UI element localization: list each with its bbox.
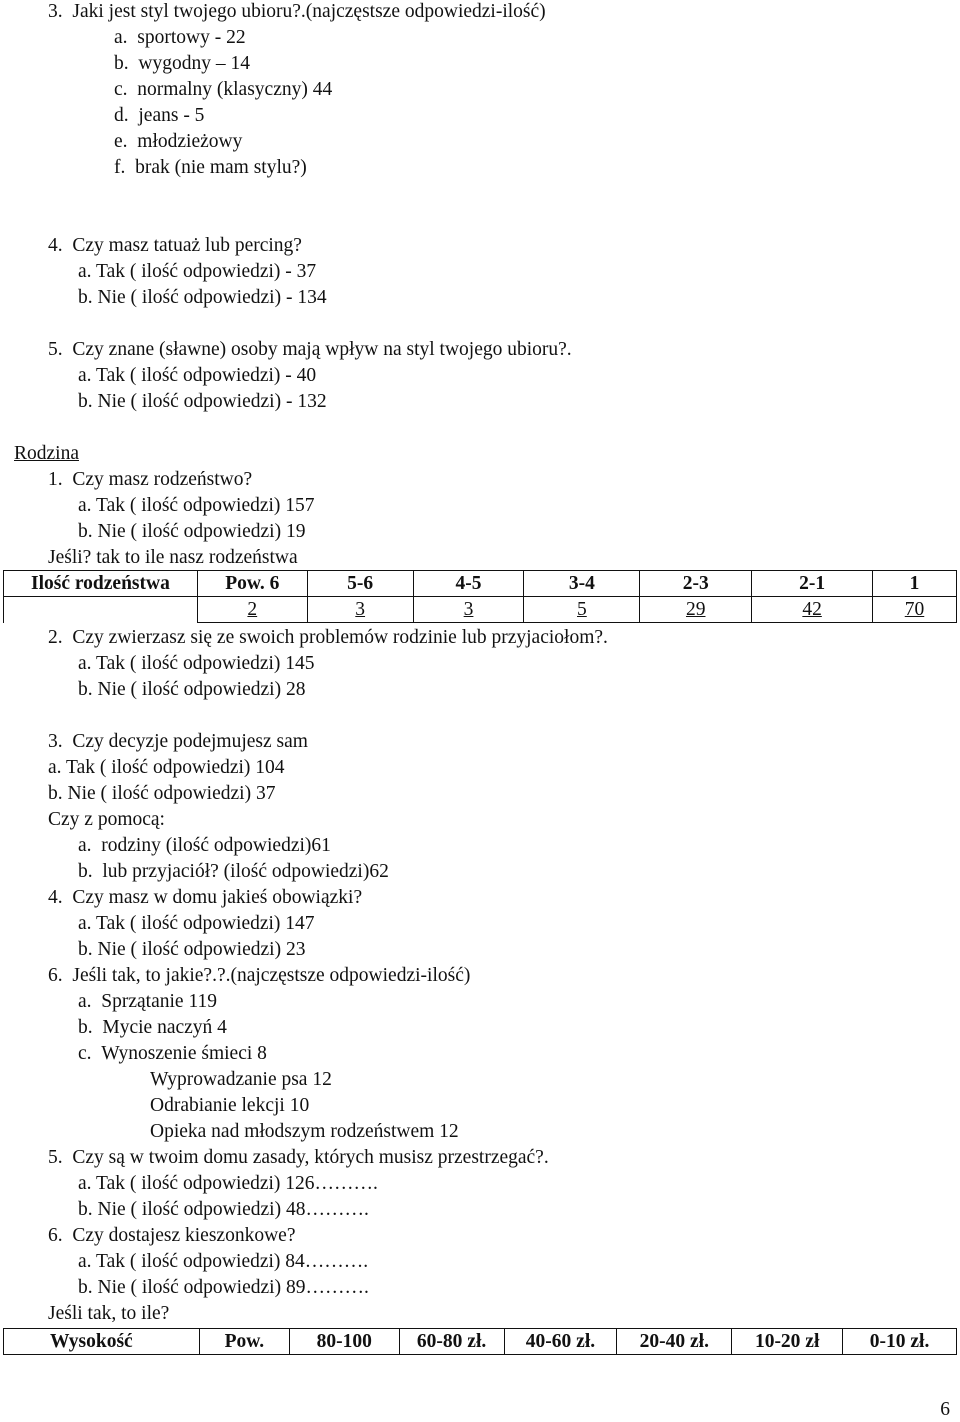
pocket-money-header-20-40: 20-40 zł. — [617, 1329, 732, 1355]
question-siblings-title: 1. Czy masz rodzeństwo? — [48, 469, 253, 490]
siblings-header-4-5: 4-5 — [413, 571, 524, 597]
confide-answer-yes: a. Tak ( ilość odpowiedzi) 145 — [78, 653, 315, 674]
siblings-header-5-6: 5-6 — [307, 571, 413, 597]
pocket-money-header-40-60: 40-60 zł. — [504, 1329, 617, 1355]
siblings-value-5-6: 3 — [307, 597, 413, 623]
chores-detail-extra-homework: Odrabianie lekcji 10 — [150, 1095, 310, 1116]
pocket-money-answer-no: b. Nie ( ilość odpowiedzi) 89………. — [78, 1277, 369, 1298]
decisions-help-label: Czy z pomocą: — [48, 809, 165, 830]
siblings-header-label: Ilość rodzeństwa — [4, 571, 198, 597]
celebrity-answer-yes: a. Tak ( ilość odpowiedzi) - 40 — [78, 365, 317, 386]
question-confide-title: 2. Czy zwierzasz się ze swoich problemów rodzinie lub przyjaciołom?. — [48, 627, 608, 648]
chores-detail-option-c: c. Wynoszenie śmieci 8 — [78, 1043, 267, 1064]
style-option-f: f. brak (nie mam stylu?) — [114, 157, 307, 178]
tattoo-answer-yes: a. Tak ( ilość odpowiedzi) - 37 — [78, 261, 317, 282]
question-rules-title: 5. Czy są w twoim domu zasady, których musisz przestrzegać?. — [48, 1147, 549, 1168]
pocket-money-header-over: Pow. — [199, 1329, 289, 1355]
decisions-answer-no: b. Nie ( ilość odpowiedzi) 37 — [48, 783, 276, 804]
chores-answer-no: b. Nie ( ilość odpowiedzi) 23 — [78, 939, 306, 960]
decisions-help-family: a. rodziny (ilość odpowiedzi)61 — [78, 835, 331, 856]
question-pocket-money-title: 6. Czy dostajesz kieszonkowe? — [48, 1225, 296, 1246]
siblings-header-3-4: 3-4 — [524, 571, 640, 597]
siblings-header-over6: Pow. 6 — [197, 571, 307, 597]
style-option-b: b. wygodny – 14 — [114, 53, 250, 74]
pocket-money-header-10-20: 10-20 zł — [732, 1329, 843, 1355]
siblings-value-4-5: 3 — [413, 597, 524, 623]
question-decisions-title: 3. Czy decyzje podejmujesz sam — [48, 731, 308, 752]
question-celebrity-title: 5. Czy znane (sławne) osoby mają wpływ na styl twojego ubioru?. — [48, 339, 572, 360]
section-heading-family: Rodzina — [14, 443, 79, 464]
question-tattoo-title: 4. Czy masz tatuaż lub percing? — [48, 235, 302, 256]
pocket-money-header-60-80: 60-80 zł. — [399, 1329, 504, 1355]
siblings-count-table — [3, 570, 957, 623]
siblings-answer-yes: a. Tak ( ilość odpowiedzi) 157 — [78, 495, 315, 516]
siblings-value-over6: 2 — [197, 597, 307, 623]
siblings-value-2-1: 42 — [752, 597, 873, 623]
question-chores-detail-title: 6. Jeśli tak, to jakie?.?.(najczęstsze odpowiedzi-ilość) — [48, 965, 471, 986]
pocket-money-answer-yes: a. Tak ( ilość odpowiedzi) 84………. — [78, 1251, 369, 1272]
style-option-c: c. normalny (klasyczny) 44 — [114, 79, 333, 100]
style-option-d: d. jeans - 5 — [114, 105, 205, 126]
pocket-money-table — [3, 1328, 957, 1355]
chores-detail-extra-dog: Wyprowadzanie psa 12 — [150, 1069, 332, 1090]
question-chores-title: 4. Czy masz w domu jakieś obowiązki? — [48, 887, 363, 908]
siblings-header-2-3: 2-3 — [640, 571, 752, 597]
celebrity-answer-no: b. Nie ( ilość odpowiedzi) - 132 — [78, 391, 327, 412]
siblings-header-1: 1 — [873, 571, 957, 597]
confide-answer-no: b. Nie ( ilość odpowiedzi) 28 — [78, 679, 306, 700]
siblings-value-2-3: 29 — [640, 597, 752, 623]
siblings-followup: Jeśli? tak to ile nasz rodzeństwa — [48, 547, 298, 568]
chores-detail-extra-siblings-care: Opieka nad młodszym rodzeństwem 12 — [150, 1121, 459, 1142]
pocket-money-header-80-100: 80-100 — [289, 1329, 399, 1355]
chores-detail-option-b: b. Mycie naczyń 4 — [78, 1017, 227, 1038]
rules-answer-yes: a. Tak ( ilość odpowiedzi) 126………. — [78, 1173, 378, 1194]
siblings-answer-no: b. Nie ( ilość odpowiedzi) 19 — [78, 521, 306, 542]
style-option-a: a. sportowy - 22 — [114, 27, 246, 48]
siblings-value-1: 70 — [873, 597, 957, 623]
siblings-value-blank — [4, 597, 198, 623]
question-style-title: 3. Jaki jest styl twojego ubioru?.(najczęstsze odpowiedzi-ilość) — [48, 1, 546, 22]
decisions-answer-yes: a. Tak ( ilość odpowiedzi) 104 — [48, 757, 285, 778]
chores-detail-option-a: a. Sprzątanie 119 — [78, 991, 217, 1012]
style-option-e: e. młodzieżowy — [114, 131, 243, 152]
chores-answer-yes: a. Tak ( ilość odpowiedzi) 147 — [78, 913, 315, 934]
tattoo-answer-no: b. Nie ( ilość odpowiedzi) - 134 — [78, 287, 327, 308]
page-number: 6 — [940, 1399, 950, 1420]
siblings-value-3-4: 5 — [524, 597, 640, 623]
rules-answer-no: b. Nie ( ilość odpowiedzi) 48………. — [78, 1199, 369, 1220]
decisions-help-friends: b. lub przyjaciół? (ilość odpowiedzi)62 — [78, 861, 389, 882]
pocket-money-header-amount: Wysokość — [4, 1329, 200, 1355]
pocket-money-followup: Jeśli tak, to ile? — [48, 1303, 170, 1324]
siblings-header-2-1: 2-1 — [752, 571, 873, 597]
pocket-money-header-0-10: 0-10 zł. — [843, 1329, 957, 1355]
